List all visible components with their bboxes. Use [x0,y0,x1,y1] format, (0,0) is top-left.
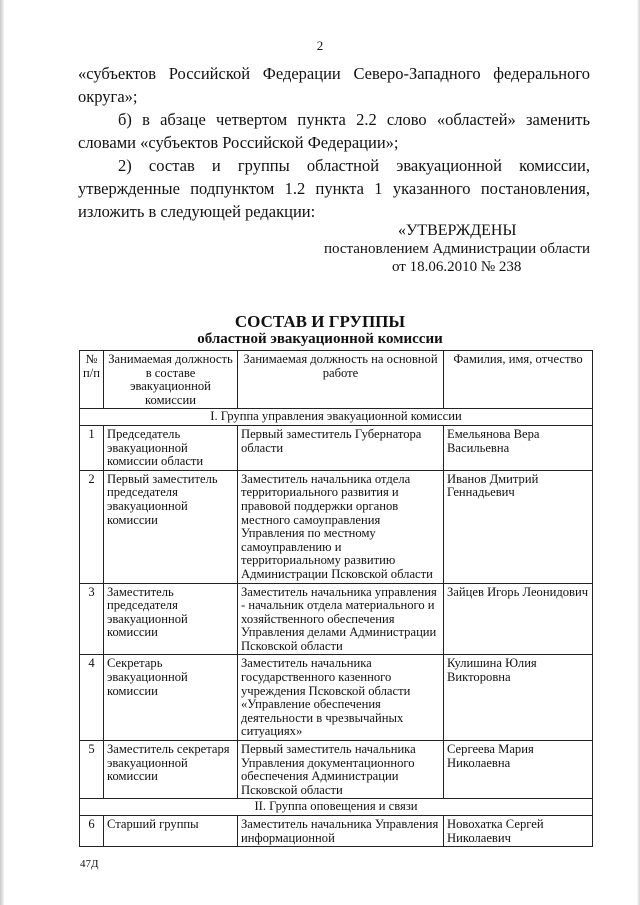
paragraph-2: б) в абзаце четвертом пункта 2.2 слово «областей» заменить словами «субъектов Российской Федерации»; [78,110,590,152]
cell-role: Заместитель секретаря эвакуационной комиссии [104,741,238,799]
paragraph-1: «субъектов Российской Федерации Северо-Западного федерального округа»; [78,64,590,106]
cell-position: Заместитель начальника отдела территориального развития и правовой поддержки органов местного самоуправления Управления по местному самоуправлению и территориальному развитию Администрации Псковской области [238,470,444,583]
footer-code: 47Д [80,858,99,870]
table-body [80,409,593,847]
page-number: 2 [316,38,324,53]
header-number: № п/п [80,351,104,409]
document-subtitle: областной эвакуационной комиссии [197,331,443,347]
cell-role: Заместитель председателя эвакуационной комиссии [104,583,238,655]
cell-name: Иванов Дмитрий Геннадьевич [444,470,593,583]
approved-by: постановлением Администрации области [323,241,590,257]
table-row [80,425,593,470]
cell-role: Первый заместитель председателя эвакуационной комиссии [104,470,238,583]
cell-position: Заместитель начальника государственного казенного учреждения Псковской области «Управление обеспечения деятельности в чрезвычайных ситуациях» [238,655,444,741]
table-header-row [80,351,593,409]
cell-number: 6 [80,816,104,847]
cell-number: 4 [80,655,104,741]
header-position: Занимаемая должность на основной работе [238,351,444,409]
cell-position: Заместитель начальника Управления информационной [238,816,444,847]
header-name: Фамилия, имя, отчество [444,351,593,409]
scan-edge-left [0,0,4,905]
document-title: СОСТАВ И ГРУППЫ [234,312,406,331]
table-row [80,583,593,655]
cell-name: Зайцев Игорь Леонидович [444,583,593,655]
cell-position: Первый заместитель Губернатора области [238,425,444,470]
cell-number: 2 [80,470,104,583]
approved-heading: «УТВЕРЖДЕНЫ [398,222,517,239]
cell-name: Сергеева Мария Николаевна [444,741,593,799]
group-title: I. Группа управления эвакуационной комиссии [80,409,593,426]
cell-position: Заместитель начальника управления - начальник отдела материального и хозяйственного обеспечения Управления делами Администрации Псковской области [238,583,444,655]
table-row [80,470,593,583]
table-row [80,741,593,799]
approved-date: от 18.06.2010 № 238 [392,259,522,275]
cell-name: Новохатка Сергей Николаевич [444,816,593,847]
cell-position: Первый заместитель начальника Управления документационного обеспечения Администрации Псковской области [238,741,444,799]
paragraph-3: 2) состав и группы областной эвакуационной комиссии, утвержденные подпунктом 1.2 пункта 1 указанного постановления, изложить в следующей редакции: [78,156,590,221]
cell-name: Емельянова Вера Васильевна [444,425,593,470]
cell-role: Старший группы [104,816,238,847]
cell-role: Председатель эвакуационной комиссии области [104,425,238,470]
table-row [80,655,593,741]
cell-role: Секретарь эвакуационной комиссии [104,655,238,741]
cell-number: 3 [80,583,104,655]
approval-stamp [320,222,590,276]
group-row [80,409,593,426]
cell-name: Кулишина Юлия Викторовна [444,655,593,741]
composition-table [79,350,593,847]
header-role: Занимаемая должность в составе эвакуационной комиссии [104,351,238,409]
group-title: II. Группа оповещения и связи [80,799,593,816]
cell-number: 5 [80,741,104,799]
group-row [80,799,593,816]
table-row [80,816,593,847]
cell-number: 1 [80,425,104,470]
